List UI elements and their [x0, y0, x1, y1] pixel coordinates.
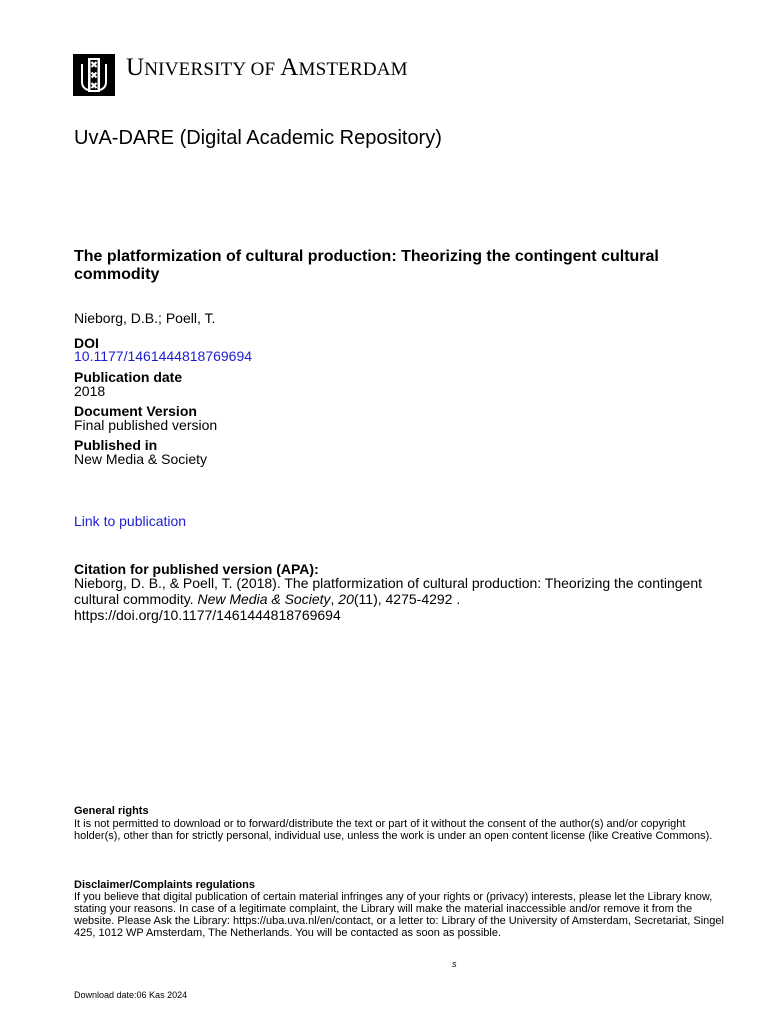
- document-version-value: Final published version: [74, 417, 218, 433]
- general-rights-text: It is not permitted to download or to forward/distribute the text or part of it without the consent of the author(s) and/or copyright holder(s), other than for strictly personal, individual use, unless the work is under an open content license (like Creative Commons).: [74, 818, 713, 842]
- document-version-label: Document Version: [74, 403, 197, 419]
- download-date: Download date:06 Kas 2024: [74, 990, 188, 1000]
- disclaimer-text: If you believe that digital publication of certain material infringes any of your rights or (privacy) interests, please let the Library know, stating your reasons. In case of a legitimate complaint, the Library will make the material inaccessible and/or remove it from the website. Please Ask the Library: https://uba.uva.nl/en/contact, or a letter to: Library of the University of Amsterdam, Secretariat, Singel 425, 1012 WP Amsterdam, The Netherlands. You will be contacted as soon as possible.: [74, 891, 724, 939]
- repository-title: UvA-DARE (Digital Academic Repository): [74, 127, 442, 149]
- disclaimer-heading: Disclaimer/Complaints regulations: [74, 879, 255, 891]
- citation-volume: 20: [338, 591, 354, 607]
- citation-journal: New Media & Society: [197, 591, 331, 607]
- university-logo: [73, 54, 115, 96]
- page-marker: s: [452, 959, 457, 969]
- doi-link[interactable]: 10.1177/1461444818769694: [74, 348, 253, 364]
- publication-title: The platformization of cultural production: Theorizing the contingent cultural commodity: [74, 248, 659, 283]
- published-in-value: New Media & Society: [74, 451, 208, 467]
- authors: Nieborg, D.B.; Poell, T.: [74, 310, 216, 326]
- citation-label: Citation for published version (APA):: [74, 561, 319, 577]
- citation-url: https://doi.org/10.1177/1461444818769694: [74, 607, 341, 623]
- publication-date-value: 2018: [74, 383, 106, 399]
- published-in-label: Published in: [74, 437, 158, 453]
- general-rights-heading: General rights: [74, 805, 149, 817]
- doi-label: DOI: [74, 335, 99, 351]
- link-to-publication[interactable]: Link to publication: [74, 513, 187, 529]
- university-name: UNIVERSITY OF AMSTERDAM: [126, 54, 408, 81]
- publication-date-label: Publication date: [74, 369, 183, 385]
- citation-text: Nieborg, D. B., & Poell, T. (2018). The platformization of cultural production: Theorizing the contingent cultural commodity. New Media & Society, 20(11), 4275-4292 . https://doi.org/10.1177/1461444818769694: [74, 575, 703, 623]
- amsterdam-crest-icon: [73, 54, 115, 96]
